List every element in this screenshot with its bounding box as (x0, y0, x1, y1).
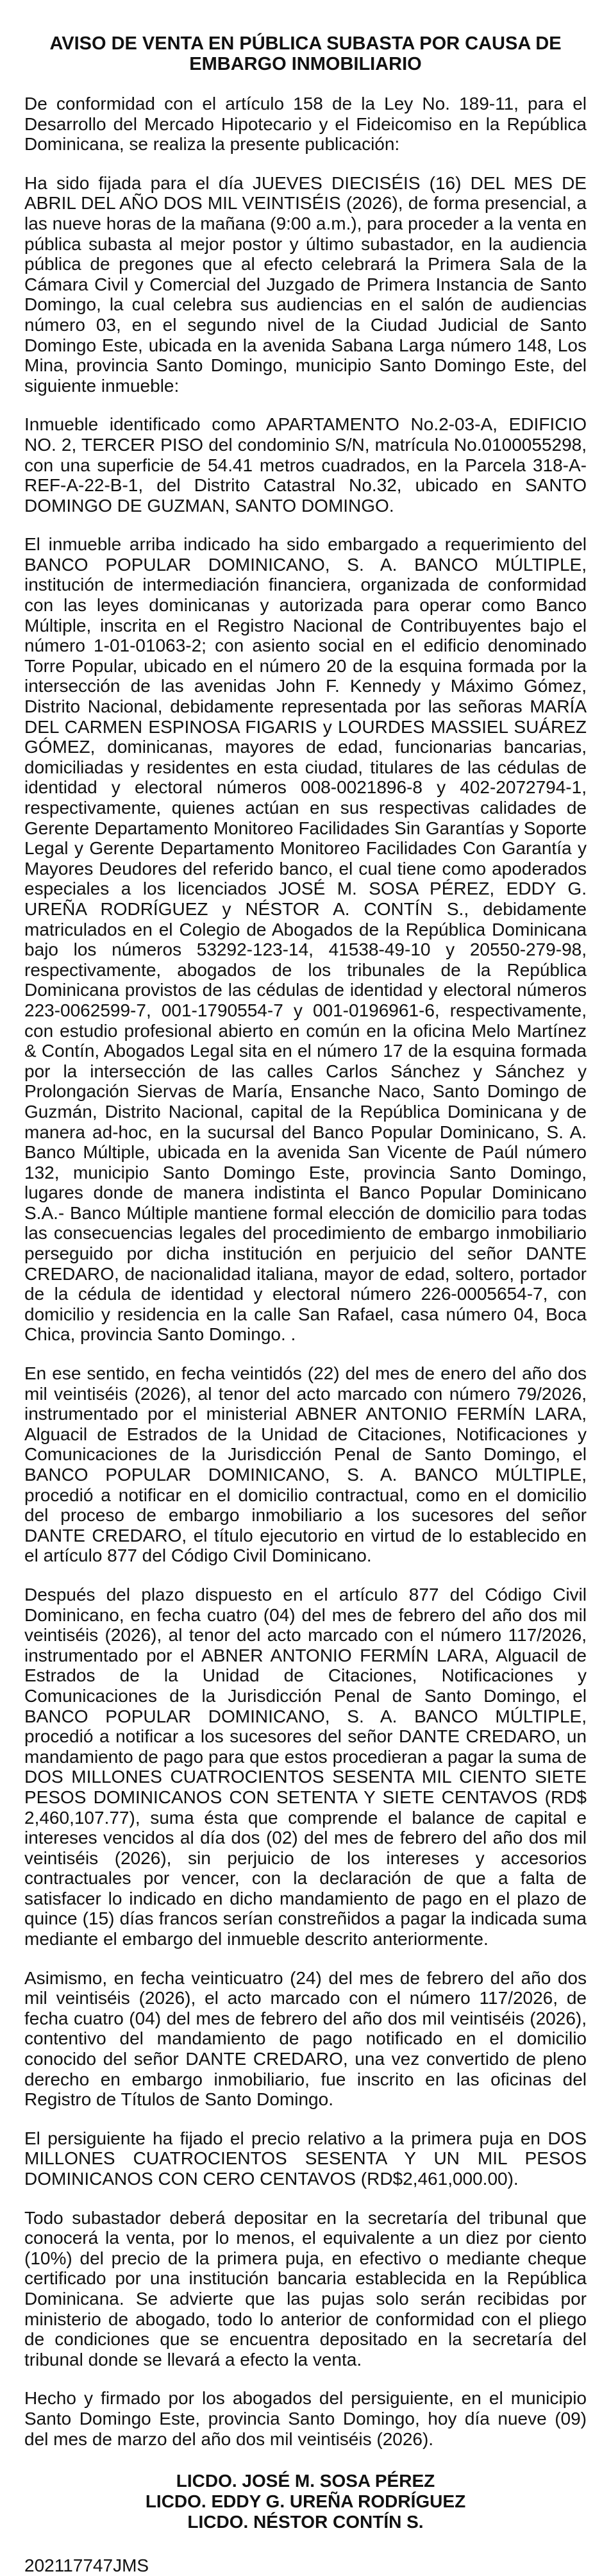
paragraph-title-notification: En ese sentido, en fecha veintidós (22) del mes de enero del año dos mil veintiséis (2026), al tenor del acto marcado con número 79/2026, instrumentado por el ministerial ABNER ANTONIO FERMÍN LARA, Alguacil de Estrados de la Unidad de Citaciones, Notificaciones y Comunicaciones de la Jurisdicción Penal de Santo Domingo, el BANCO POPULAR DOMINICANO, S. A. BANCO MÚLTIPLE, procedió a notificar en el domicilio contractual, como en el domicilio del proceso de embargo inmobiliario a los sucesores del señor DANTE CREDARO, el título ejecutorio en virtud de lo establecido en el artículo 877 del Código Civil Dominicano. (24, 1363, 587, 1566)
paragraph-legal-basis: De conformidad con el artículo 158 de la Ley No. 189-11, para el Desarrollo del Mercado Hipotecario y el Fideicomiso en la República Dominicana, se realiza la presente publicación: (24, 94, 587, 155)
signature-line: LICDO. EDDY G. UREÑA RODRÍGUEZ (145, 2491, 466, 2512)
notice-title (24, 33, 587, 74)
notice-title-line-2: EMBARGO INMOBILIARIO (189, 54, 422, 74)
paragraph-payment-order: Después del plazo dispuesto en el artículo 877 del Código Civil Dominicano, en fecha cuatro (04) del mes de febrero del año dos mil veintiséis (2026), al tenor del acto marcado con el número 117/2026, instrumentado por el ABNER ANTONIO FERMÍN LARA, Alguacil de Estrados de la Unidad de Citaciones, Notificaciones y Comunicaciones de la Jurisdicción Penal de Santo Domingo, el BANCO POPULAR DOMINICANO, S. A. BANCO MÚLTIPLE, procedió a notificar a los sucesores del señor DANTE CREDARO, un mandamiento de pago para que estos procedieran a pagar la suma de DOS MILLONES CUATROCIENTOS SESENTA MIL CIENTO SIETE PESOS DOMINICANOS CON SETENTA Y SIETE CENTAVOS (RD$ 2,460,107.77), suma ésta que comprende el balance de capital e intereses vencidos al día dos (02) del mes de febrero del año dos mil veintiséis (2026), sin perjuicio de los intereses y accesorios contractuales por vencer, con la declaración de que a falta de satisfacer lo indicado en dicho mandamiento de pago en el plazo de quince (15) días francos serían constreñidos a pagar la indicada suma mediante el embargo del inmueble descrito anteriormente. (24, 1584, 587, 1949)
paragraph-creditor-details: El inmueble arriba indicado ha sido embargado a requerimiento del BANCO POPULAR DOMINICANO, S. A. BANCO MÚLTIPLE, institución de intermediación financiera, organizada de conformidad con las leyes dominicanas y autorizada para operar como Banco Múltiple, inscrita en el Registro Nacional de Contribuyentes bajo el número 1-01-01063-2; con asiento social en el edificio denominado Torre Popular, ubicado en el número 20 de la esquina formada por la intersección de las avenidas John F. Kennedy y Máximo Gómez, Distrito Nacional, debidamente representada por las señoras MARÍA DEL CARMEN ESPINOSA FIGARIS y LOURDES MASSIEL SUÁREZ GÓMEZ, dominicanas, mayores de edad, funcionarias bancarias, domiciliadas y residentes en esta ciudad, titulares de las cédulas de identidad y electoral números 008-0021896-8 y 402-2072794-1, respectivamente, quienes actúan en sus respectivas calidades de Gerente Departamento Monitoreo Facilidades Sin Garantías y Soporte Legal y Gerente Departamento Monitoreo Facilidades Con Garantía y Mayores Deudores del referido banco, el cual tiene como apoderados especiales a los licenciados JOSÉ M. SOSA PÉREZ, EDDY G. UREÑA RODRÍGUEZ y NÉSTOR A. CONTÍN S., debidamente matriculados en el Colegio de Abogados de la República Dominicana bajo los números 53292-123-14, 41538-49-10 y 20550-279-98, respectivamente, abogados de los tribunales de la República Dominicana provistos de las cédulas de identidad y electoral números 223-0062599-7, 001-1790554-7 y 001-0196961-6, respectivamente, con estudio profesional abierto en común en la oficina Melo Martínez & Contín, Abogados Legal sita en el número 17 de la esquina formada por la intersección de las calles Carlos Sánchez y Sánchez y Prolongación Siervas de María, Ensanche Naco, Santo Domingo de Guzmán, Distrito Nacional, capital de la República Dominicana y de manera ad-hoc, en la sucursal del Banco Popular Dominicano, S. A. Banco Múltiple, ubicada en la avenida San Vicente de Paúl número 132, municipio Santo Domingo Este, provincia Santo Domingo, lugares donde de manera indistinta el Banco Popular Dominicano S.A.- Banco Múltiple mantiene formal elección de domicilio para todas las consecuencias legales del procedimiento de embargo inmobiliario perseguido por dicha institución en perjuicio del señor DANTE CREDARO, de nacionalidad italiana, mayor de edad, soltero, portador de la cédula de identidad y electoral número 226-0005654-7, con domicilio y residencia en la calle San Rafael, casa número 04, Boca Chica, provincia Santo Domingo. . (24, 534, 587, 1345)
signature-line: LICDO. JOSÉ M. SOSA PÉREZ (176, 2471, 435, 2491)
paragraph-first-bid-price: El persiguiente ha fijado el precio relativo a la primera puja en DOS MILLONES CUATROCIENTOS SESENTA Y UN MIL PESOS DOMINICANOS CON CERO CENTAVOS (RD$2,461,000.00). (24, 2128, 587, 2189)
signature-line: LICDO. NÉSTOR CONTÍN S. (187, 2512, 424, 2532)
reference-code: 202117747JMS (24, 2555, 149, 2576)
notice-title-line-1: AVISO DE VENTA EN PÚBLICA SUBASTA POR CAUSA DE (49, 33, 562, 54)
paragraph-property-description: Inmueble identificado como APARTAMENTO No.2-03-A, EDIFICIO NO. 2, TERCER PISO del condominio S/N, matrícula No.0100055298, con una superficie de 54.41 metros cuadrados, en la Parcela 318-A-REF-A-22-B-1, del Distrito Catastral No.32, ubicado en SANTO DOMINGO DE GUZMAN, SANTO DOMINGO. (24, 414, 587, 516)
paragraph-signing-statement: Hecho y firmado por los abogados del persiguiente, en el municipio Santo Domingo Este, provincia Santo Domingo, hoy día nueve (09) del mes de marzo del año dos mil veintiséis (2026). (24, 2388, 587, 2449)
paragraph-deposit-requirement: Todo subastador deberá depositar en la secretaría del tribunal que conocerá la venta, por lo menos, el equivalente a un diez por ciento (10%) del precio de la primera puja, en efectivo o mediante cheque certificado por una institución bancaria establecida en la República Dominicana. Se advierte que las pujas solo serán recibidas por ministerio de abogado, todo lo anterior de conformidad con el pliego de condiciones que se encuentra depositado en la secretaría del tribunal donde se llevará a efecto la venta. (24, 2207, 587, 2370)
signature-block (24, 2471, 587, 2532)
paragraph-auction-date: Ha sido fijada para el día JUEVES DIECISÉIS (16) DEL MES DE ABRIL DEL AÑO DOS MIL VEINTISÉIS (2026), de forma presencial, a las nueve horas de la mañana (9:00 a.m.), para proceder a la venta en pública subasta al mejor postor y último subastador, en la audiencia pública de pregones que al efecto celebrará la Primera Sala de la Cámara Civil y Comercial del Juzgado de Primera Instancia de Santo Domingo, la cual celebra sus audiencias en el salón de audiencias número 03, en el segundo nivel de la Ciudad Judicial de Santo Domingo Este, ubicada en la avenida Sabana Larga número 148, Los Mina, provincia Santo Domingo, municipio Santo Domingo Este, del siguiente inmueble: (24, 173, 587, 396)
paragraph-registration: Asimismo, en fecha veinticuatro (24) del mes de febrero del año dos mil veintiséis (2026), el acto marcado con el número 117/2026, de fecha cuatro (04) del mes de febrero del año dos mil veintiséis (2026), contentivo del mandamiento de pago notificado en el domicilio conocido del señor DANTE CREDARO, una vez convertido de pleno derecho en embargo inmobiliario, fue inscrito en las oficinas del Registro de Títulos de Santo Domingo. (24, 1967, 587, 2110)
